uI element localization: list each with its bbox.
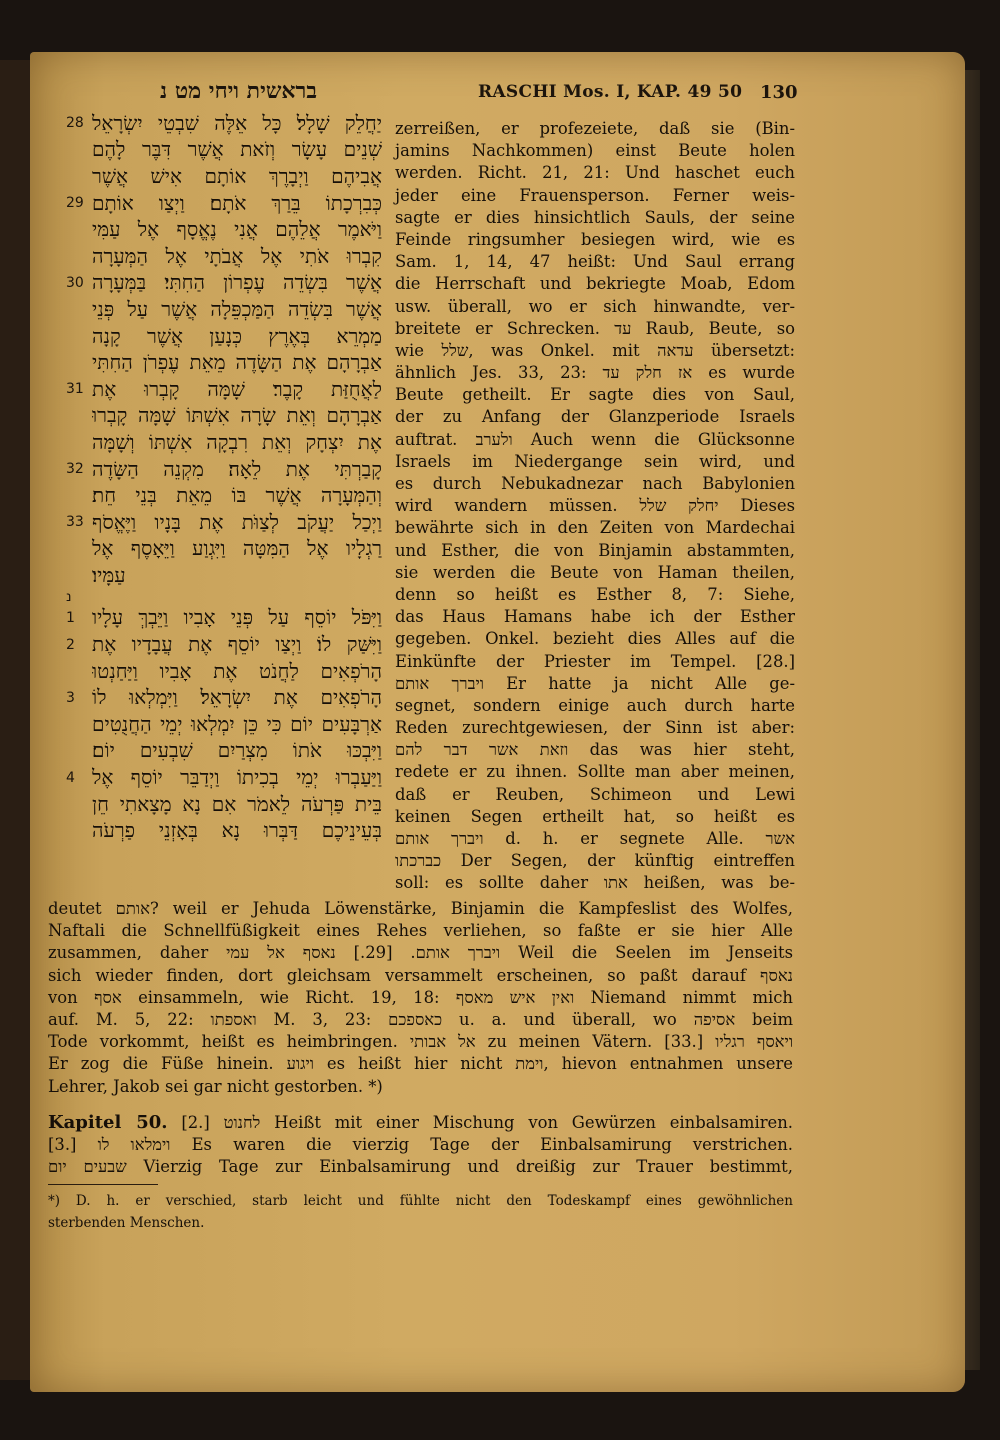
commentary-line: jeder eine Frauensperson. Ferner weis-: [395, 185, 795, 205]
hebrew-line-text: וְהַמְּעָרָה אֲשֶׁר בּוֹ מֵאֵת בְּנֵי חֵת׃: [92, 483, 382, 508]
verse-number: 29: [66, 195, 84, 212]
hebrew-line-text: וַיַּעַבְרוּ יְמֵי בְכִיתוֹ וַיְדַבֵּר יוֹסֵף אֶל: [92, 765, 382, 790]
commentary-line: das Haus Hamans habe ich der Esther: [395, 607, 795, 627]
hebrew-line: [66, 536, 382, 563]
hebrew-line: [66, 817, 382, 844]
page-number: 130: [760, 82, 798, 103]
commentary-line: sich wieder finden, dort gleichsam versammelt erscheinen, so paßt darauf נאסף: [48, 965, 793, 985]
commentary-line: ויברך אותם Er hatte ja nicht Alle ge-: [395, 673, 795, 693]
commentary-line: jamins Nachkommen) einst Beute holen: [395, 141, 795, 161]
hebrew-line-text: שְׁנֵים עָשָׂר וְזֹאת אֲשֶׁר דִּבֶּר לָהֶם: [92, 137, 382, 162]
hebrew-line: [66, 791, 382, 818]
verse-number: 28: [66, 115, 84, 132]
commentary-line: zusammen, daher ויברך אותם. [29.] נאסף אל עמי Weil die Seelen im Jenseits: [48, 943, 794, 963]
hebrew-line-text: וַיִּפֹּל יוֹסֵף עַל פְּנֵי אָבִיו וַיֵּבְךְּ עָלָיו: [92, 605, 382, 630]
hebrew-text-column: [66, 110, 382, 844]
commentary-line: Reden zurechtgewiesen, der Sinn ist aber:: [395, 718, 795, 738]
commentary-line: daß er Reuben, Schimeon und Lewi: [395, 784, 795, 804]
chapter-line-3: שבעים יום Vierzig Tage zur Einbalsamirung und dreißig zur Trauer bestimmt,: [48, 1157, 793, 1177]
hebrew-line: [66, 562, 382, 589]
latin-running-head: RASCHI Mos. I, KAP. 49 50: [478, 82, 743, 102]
hebrew-line-text: הָרֹפְאִים אֶת יִשְׂרָאֵל׃ וַיִּמְלְאוּ לוֹ: [92, 685, 382, 710]
hebrew-line-text: יַחֲלֵק שָׁלָל׃ כָּל אֵלֶּה שִׁבְטֵי יִשְׂרָאֵל: [92, 110, 382, 135]
hebrew-line: [66, 658, 382, 685]
hebrew-line-text: וַיִּבְכּוּ אֹתוֹ מִצְרַיִם שִׁבְעִים יוֹם׃: [92, 738, 382, 763]
commentary-line: Sam. 1, 14, 47 heißt: Und Saul errang: [395, 252, 795, 272]
hebrew-line: [66, 429, 382, 456]
commentary-line: Einkünfte der Priester im Tempel. [28.]: [395, 651, 795, 671]
hebrew-line-text: וַיֹּאמֶר אֲלֵהֶם אֲנִי נֶאֱסָף אֶל עַמִּי: [92, 217, 382, 242]
commentary-line: bewährte sich in den Zeiten von Mardechai: [395, 518, 795, 538]
commentary-line: zerreißen, er profezeiete, daß sie (Bin-: [395, 119, 795, 138]
hebrew-line: [66, 403, 382, 430]
hebrew-line: [66, 376, 382, 403]
commentary-line: Lehrer, Jakob sei gar nicht gestorben. *): [48, 1076, 383, 1096]
footnote-line-2: sterbenden Menschen.: [48, 1215, 205, 1231]
hebrew-line: [66, 589, 382, 605]
hebrew-line-text: אֲשֶׁר בִּשְׂדֵה הַמַּכְפֵּלָה אֲשֶׁר עַל פְּנֵי: [92, 296, 382, 321]
hebrew-line: [66, 631, 382, 658]
chapter-line-1: [2.] לחנוט Heißt mit einer Mischung von Gewürzen einbalsamiren.: [167, 1113, 793, 1132]
commentary-line: wird wandern müssen. יחלק שלל Dieses: [395, 496, 795, 516]
footnote: [48, 1190, 793, 1234]
hebrew-line: [66, 110, 382, 137]
commentary-line: usw. überall, wo er sich hinwandte, ver-: [395, 296, 795, 316]
hebrew-line: [66, 349, 382, 376]
chapter-heading: Kapitel 50.: [48, 1112, 168, 1133]
commentary-line: die Herrschaft und bekriegte Moab, Edom: [395, 274, 795, 294]
hebrew-line-text: אֶת יִצְחָק וְאֵת רִבְקָה אִשְׁתּוֹ וְשָׁמָּה: [92, 429, 382, 454]
verse-number: נ: [66, 588, 72, 605]
hebrew-line: [66, 270, 382, 297]
commentary-line: werden. Richt. 21, 21: Und haschet euch: [395, 163, 795, 183]
commentary-line: breitete er Schrecken. עד Raub, Beute, so: [395, 318, 795, 338]
commentary-line: es durch Nebukadnezar nach Babylonien: [395, 474, 795, 493]
hebrew-line-text: מַמְרֵא בְּאֶרֶץ כְּנָעַן אֲשֶׁר קָנָה: [92, 323, 382, 348]
footnote-line-1: *) D. h. er verschied, starb leicht und fühlte nicht den Todeskampf eines gewöhnlichen: [48, 1193, 793, 1209]
commentary-line: redete er zu ihnen. Sollte man aber meinen,: [395, 762, 795, 782]
chapter-line-2: [3.] וימלאו לו Es waren die vierzig Tage der Einbalsamirung verstrichen.: [48, 1135, 793, 1155]
commentary-line: sagte er dies hinsichtlich Sauls, der seine: [395, 207, 795, 227]
hebrew-line: [66, 163, 382, 190]
hebrew-line-text: בְּעֵינֵיכֶם דַּבְּרוּ נָא בְּאָזְנֵי פַרְעֹה: [92, 818, 382, 843]
commentary-full-width: [48, 898, 793, 1098]
hebrew-line-text: קִבְרוּ אֹתִי אֶל אֲבֹתָי אֶל הַמְּעָרָה: [92, 243, 382, 268]
commentary-line: keinen Segen ertheilt hat, so heißt es: [395, 806, 795, 826]
verse-number: 31: [66, 381, 84, 398]
commentary-line: Beute getheilt. Er sagte dies von Saul,: [395, 385, 795, 405]
chapter-50-section: [48, 1112, 793, 1179]
hebrew-line: [66, 605, 382, 632]
commentary-line: soll: es sollte daher אתו heißen, was be-: [395, 873, 795, 893]
commentary-line: Feinde ringsumher besiegen wird, wie es: [395, 229, 795, 249]
commentary-line: ויברך אותם d. h. er segnete Alle. אשר: [395, 829, 795, 848]
hebrew-line-text: וַיִּשַּׁק לוֹ׃ וַיְצַו יוֹסֵף אֶת עֲבָדָיו אֶת: [92, 632, 382, 657]
verse-number: 3: [66, 689, 75, 706]
commentary-line: כברכתו Der Segen, der künftig eintreffen: [395, 851, 795, 871]
hebrew-line: [66, 137, 382, 164]
commentary-line: deutet אותם? weil er Jehuda Löwenstärke, Binjamin die Kampfeslist des Wolfes,: [48, 899, 793, 918]
hebrew-line-text: אֲבִיהֶם וַיְבָרֶךְ אוֹתָם אִישׁ אֲשֶׁר: [92, 163, 382, 188]
hebrew-line: [66, 509, 382, 536]
commentary-line: auf. M. 5, 22: ואספתו M. 3, 23: כאספכם u. a. und überall, wo אסיפה beim: [48, 1009, 794, 1029]
hebrew-line-text: רַגְלָיו אֶל הַמִּטָּה וַיִּגְוַע וַיֵּאָסֶף אֶל: [92, 536, 382, 561]
commentary-line: ähnlich Jes. 33, 23: אז חלק עד es wurde: [395, 363, 795, 383]
hebrew-line: [66, 190, 382, 217]
hebrew-line-text: אַבְרָהָם אֶת הַשָּׂדֶה מֵאֵת עֶפְרֹן הַחִתִּי: [92, 350, 382, 375]
commentary-line: denn so heißt es Esther 8, 7: Siehe,: [395, 584, 795, 604]
commentary-line: sie werden die Beute von Haman theilen,: [395, 562, 795, 582]
commentary-line: segnet, sondern einige auch durch harte: [395, 695, 795, 715]
commentary-line: der zu Anfang der Glanzperiode Israels: [395, 407, 795, 427]
commentary-line: וזאת אשר דבר להם das was hier steht,: [395, 740, 795, 760]
hebrew-line: [66, 482, 382, 509]
hebrew-line-text: כְּבִרְכָתוֹ בֵּרַךְ אֹתָם׃ וַיְצַו אוֹתָם: [92, 190, 382, 215]
hebrew-line-text: וַיְכַל יַעֲקֹב לְצַוֹּת אֶת בָּנָיו וַיֶּאֱסֹף: [92, 509, 382, 534]
commentary-line: Israels im Niedergange sein wird, und: [395, 451, 795, 471]
commentary-line: und Esther, die von Binjamin abstammten,: [395, 540, 795, 560]
verse-number: 2: [66, 636, 75, 653]
commentary-line: auftrat. ולערב Auch wenn die Glücksonne: [395, 429, 795, 449]
hebrew-line-text: עַמָּיו׃: [92, 562, 126, 587]
footnote-rule: [48, 1184, 158, 1185]
hebrew-line: [66, 216, 382, 243]
hebrew-line-text: קָבַרְתִּי אֶת לֵאָה׃ מִקְנֵה הַשָּׂדֶה: [92, 456, 382, 481]
commentary-line: Naftali die Schnellfüßigkeit eines Rehes verliehen, so faßte er sie hier Alle: [48, 921, 793, 941]
commentary-right-column: [395, 118, 795, 895]
book-binding: [0, 60, 30, 1380]
commentary-line: Er zog die Füße hinein. ויגוע es heißt hier nicht וימת, hievon entnahmen unsere: [48, 1054, 794, 1074]
hebrew-line-text: אַבְרָהָם וְאֵת שָׂרָה אִשְׁתּוֹ שָׁמָּה קָבְרוּ: [92, 403, 382, 428]
verse-number: 30: [66, 274, 84, 291]
hebrew-line: [66, 323, 382, 350]
commentary-line: von אסף einsammeln, wie Richt. 19, 18: ואין איש מאסף Niemand nimmt mich: [48, 987, 793, 1007]
commentary-line: gegeben. Onkel. bezieht dies Alles auf die: [395, 629, 795, 649]
hebrew-line: [66, 764, 382, 791]
hebrew-line-text: בֵּית פַּרְעֹה לֵאמֹר אִם נָא מָצָאתִי חֵן: [92, 791, 382, 816]
hebrew-line-text: הָרֹפְאִים לַחֲנֹט אֶת אָבִיו וַיַּחַנְטוּ: [92, 658, 382, 683]
hebrew-line-text: אַרְבָּעִים יוֹם כִּי כֵּן יִמְלְאוּ יְמֵי הַחֲנֻטִים: [92, 711, 382, 736]
hebrew-line: [66, 711, 382, 738]
verse-number: 4: [66, 769, 75, 786]
hebrew-line-text: אֲשֶׁר בִּשְׂדֵה עֶפְרוֹן הַחִתִּי׃ בַּמְּעָרָה: [92, 270, 382, 295]
verse-number: 32: [66, 461, 84, 478]
commentary-line: wie שלל, was Onkel. mit עדאה übersetzt:: [395, 340, 795, 360]
hebrew-line: [66, 738, 382, 765]
hebrew-line: [66, 296, 382, 323]
commentary-line: Tode vorkommt, heißt es heimbringen. אל אבותי zu meinen Vätern. [33.] ויאסף רגליו: [48, 1032, 794, 1052]
verse-number: 33: [66, 514, 84, 531]
verse-number: 1: [66, 609, 75, 626]
hebrew-line: [66, 684, 382, 711]
hebrew-line: [66, 456, 382, 483]
hebrew-running-head: בראשית ויחי מט נ: [160, 78, 317, 104]
hebrew-line-text: לַאֲחֻזַּת קָבֶר׃ שָׁמָּה קָבְרוּ אֶת: [92, 376, 382, 401]
hebrew-line: [66, 243, 382, 270]
